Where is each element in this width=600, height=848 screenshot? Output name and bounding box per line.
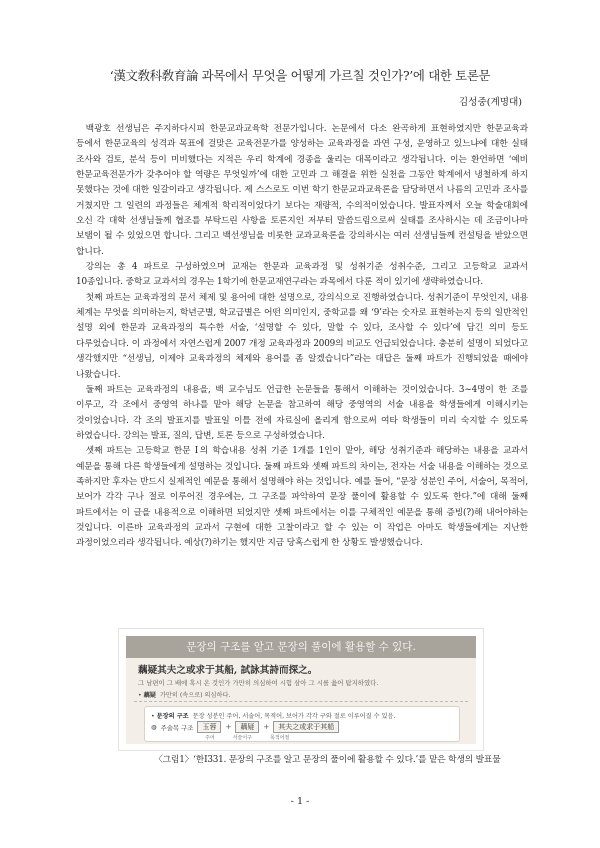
paragraph-2: 강의는 총 4 파트로 구성하였으며 교재는 한문과 교육과정 및 성취기준 성취수준, 그리고 고등학교 교과서 10종입니다. 중학교 교과서의 경우는 1학기에 한문교재연구라는 과목에서 다룬 적이 있기에 생략하였습니다. [76,262,528,288]
figure-1 [118,628,484,751]
figure-hanmun-sentence: 藕疑其夫之或求于其船, 試詠其詩而探之。 [138,665,318,676]
plus-sign: + [225,723,232,731]
structure-note-label: 문장의 구조 [156,713,189,720]
body-text [76,122,528,552]
figure-divider [134,701,468,702]
paragraph-5: 셋째 파트는 고등학교 한문 Ⅰ의 학습내용 성취 기준 1개를 1인이 맡아, 해당 성취기준과 해당하는 내용을 교과서 예문을 통해 다른 학생들에게 설명하는 것입니다. 둘째 파트와 셋째 파트의 차이는, 전자는 서술 내용을 이해하는 것으로 족하지만 후자는 반드시 실제적인 예문을 통해서 설명해야 하는 것입니다. 예를 들어, “문장 성분인 주어, 서술어, 목적어, 보어가 각각 구나 절로 이루어진 경우에는, 그 구조를 파악하여 문장 풀이에 활용할 수 있도록 한다.”에 대해 둘째 파트에서는 이 글을 내용적으로 이해하면 되었지만 셋째 파트에서는 이를 구체적인 예문을 통해 증빙(?)해 내어야하는 것입니다. 이른바 교육과정의 교과서 구현에 대한 고찰이라고 할 수 있는 이 작업은 아마도 학생들에게는 지난한 과정이었으리라 생각됩니다. 예상(?)하기는 했지만 지금 당혹스럽게 한 상황도 발생했습니다. [76,446,528,549]
diagram-chip-predicate: 藕疑 [235,721,259,733]
structure-diagram [151,721,339,733]
figure-gloss [138,690,230,699]
diagram-sublabels [205,734,289,741]
gloss-bullet: • [138,692,144,699]
figure-header: 문장의 구조를 알고 문장의 풀이에 활용할 수 있다. [126,636,476,658]
diagram-marker-icon: ◍ [151,723,157,731]
structure-note-text: 문장 성분인 주어, 서술어, 목적어, 보어가 각각 구와 절로 이루어질 수 있음. [192,713,396,720]
note-bullet: • [151,713,157,720]
sublabel-subject: 주어 [205,735,215,741]
plus-sign: + [263,723,270,731]
structure-box [144,706,460,742]
document-title: ‘漢文敎科敎育論 과목에서 무엇을 어떻게 가르칠 것인가?’에 대한 토론문 [109,68,491,83]
paragraph-3: 첫째 파트는 교육과정의 문서 체제 및 용어에 대한 설명으로, 강의식으로 진행하였습니다. 성취기준이 무엇인지, 내용 체계는 무엇을 의미하는지, 학년군별, 학교급별은 어떤 의미인지, 중학교를 왜 ‘9’라는 숫자로 표현하는지 등의 일반적인 설명 외에 한문과 교육과정의 특수한 서술, ‘설명할 수 있다, 말할 수 있다, 조사할 수 있다’에 담긴 의미 등도 다루었습니다. 이 과정에서 자연스럽게 2007 개정 교육과정과 2009의 비교도 언급되었습니다. 충분히 설명이 되었다고 생각했지만 “선생님, 이제야 교육과정의 체제와 용어를 좀 알겠습니다”라는 대답은 둘째 파트가 진행되었을 때에야 나왔습니다. [76,292,528,380]
paragraph-4: 둘째 파트는 교육과정의 내용을, 백 교수님도 언급한 논문들을 통해서 이해하는 것이었습니다. 3~4명이 한 조를 이루고, 각 조에서 중영역 하나를 맡아 해당 논문을 참고하여 해당 중영역의 서술 내용을 학생들에게 이해시키는 것이었습니다. 각 조의 발표지를 발표일 이틀 전에 자료실에 올리게 함으로써 여타 학생들이 미리 숙지할 수 있도록 하였습니다. 강의는 발표, 질의, 답변, 토론 등으로 구성하였습니다. [76,384,528,441]
paragraph-1: 백광호 선생님은 주지하다시피 한문교과교육학 전문가입니다. 논문에서 다소 완곡하게 표현하였지만 한문교육과 등에서 한문교육의 성격과 목표에 걸맞은 교육전문가를 양성하는 교육과정을 과연 구성, 운영하고 있느냐에 대한 실태 조사와 검토, 분석 등이 미비했다는 지적은 우리 학계에 경종을 울리는 대목이라고 생각됩니다. 이는 환언하면 ‘예비 한문교육전문가가 갖추어야 할 역량은 무엇일까’에 대한 고민과 그 해결을 위한 실천을 그동안 학계에서 냉철하게 하지 못했다는 것에 대한 일갈이라고 생각됩니다. 제 스스로도 이번 학기 한문교과교육론을 담당하면서 나름의 고민과 조사를 거쳤지만 그 일련의 과정들은 체계적 학리적이었다기 보다는 재량적, 수의적이었습니다. 발표자께서 오늘 학술대회에 오신 각 대학 선생님들께 협조를 부탁드린 사항을 토론지인 저부터 말씀드림으로써 실태를 조사하시는 데 조금이나마 보탬이 될 수 있었으면 합니다. 그리고 백선생님을 비롯한 교과교육론을 강의하시는 여러 선생님들께 컨설팅을 받았으면 합니다. [76,124,528,257]
sublabel-object: 목적어절 [270,735,290,741]
diagram-chip-object: 其夫之或求于其船 [273,721,339,733]
structure-note [151,711,395,720]
gloss-text: 가만히 (속으로) 의심하다. [159,692,231,699]
figure-translation: 그 남편이 그 배에 혹시 온 것인가 가만히 의심하여 시험 삼아 그 시를 읊어 탐지하였다. [138,679,379,687]
figure-panel [126,636,476,744]
sublabel-predicate: 서술어구 [232,735,252,741]
gloss-term: 藕疑 [143,692,156,699]
figure-caption: 〈그림1〉‘한Ⅰ331. 문장의 구조를 알고 문장의 풀이에 활용할 수 있다.’를 맡은 학생의 발표물 [154,755,501,765]
page-number: - 1 - [290,796,310,807]
diagram-label: 주술목 구조 [160,723,194,732]
author-name: 김성중(계명대) [458,97,522,108]
diagram-chip-subject: 玉蓉 [197,721,221,733]
